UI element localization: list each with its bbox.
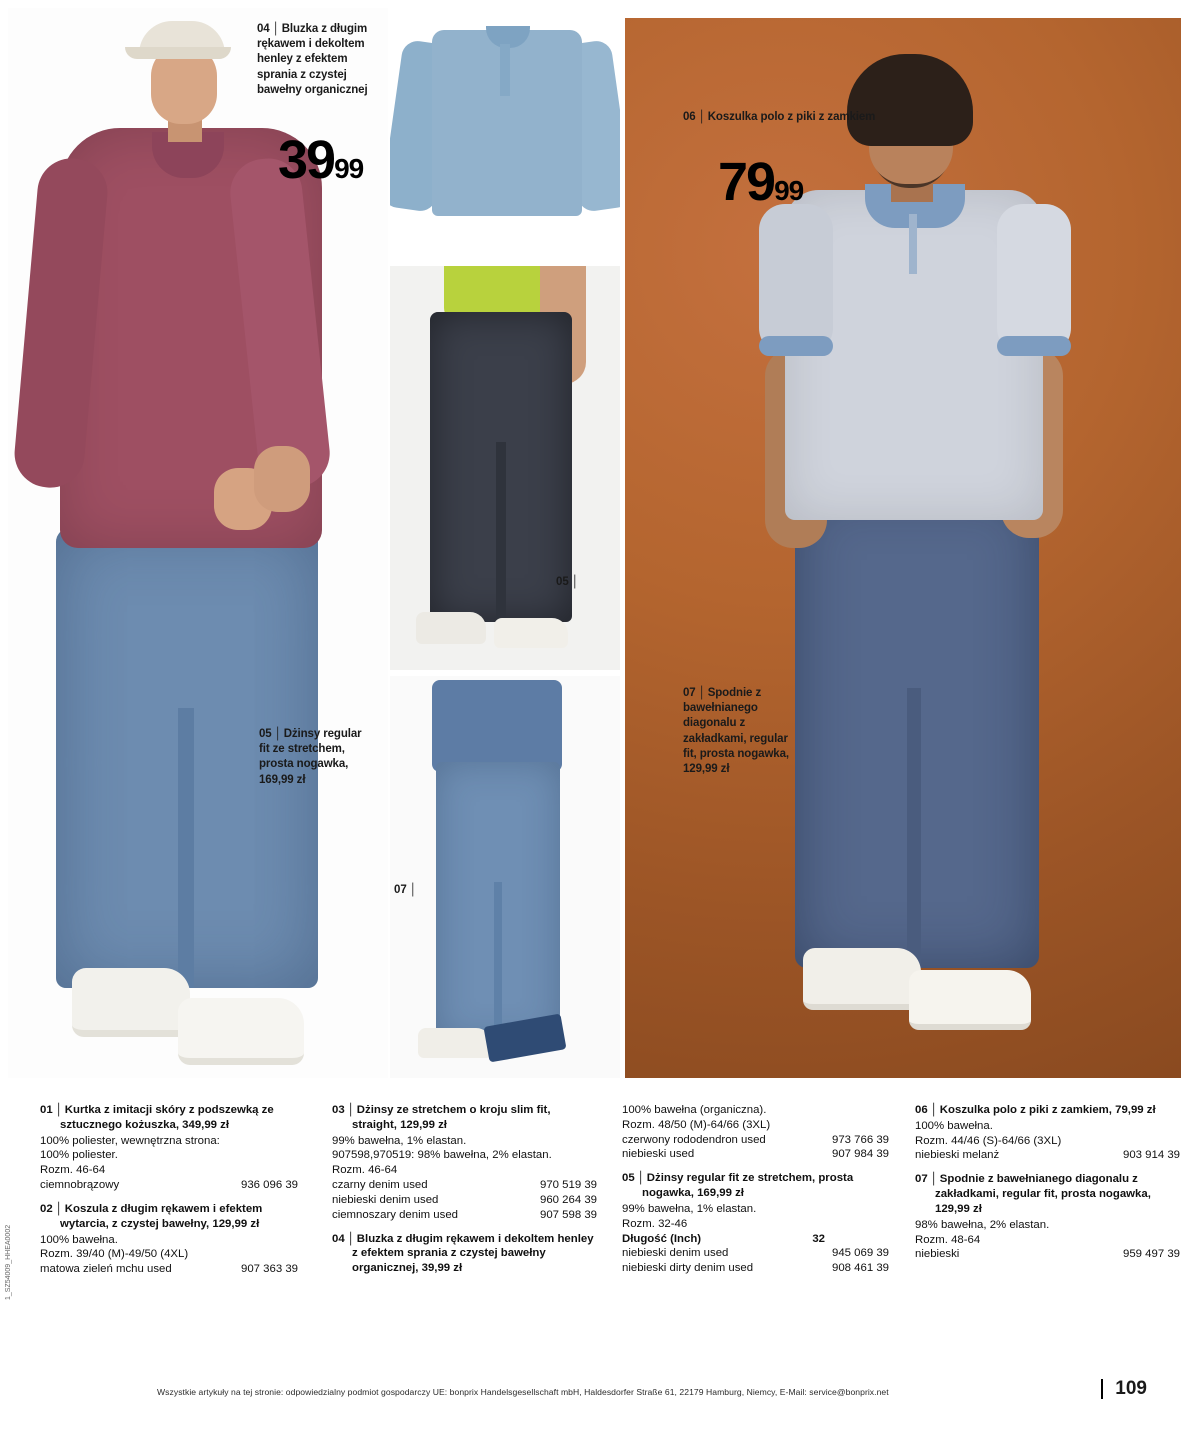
side-code: 1_SZ54009_HHEA0002 (5, 1224, 12, 1300)
photo-tag-05: 05 │ (556, 576, 579, 588)
variant-code: 907 598 39 (539, 1208, 597, 1221)
variant-code: 973 766 39 (831, 1133, 889, 1146)
variant-label: niebieski melanż (915, 1149, 1000, 1162)
article-detail-line: Rozm. 32-46 (622, 1217, 688, 1230)
callout-henley (257, 22, 385, 98)
article-detail-line: 907598,970519: 98% bawełna, 2% elastan. (332, 1149, 552, 1162)
article-detail-line: 100% bawełna. (40, 1233, 118, 1246)
variant-row (915, 1247, 1180, 1262)
article-title (40, 1202, 298, 1232)
article-detail-line: 100% poliester, wewnętrzna strona: (40, 1134, 220, 1147)
photo-tag-07: 07 │ (394, 884, 417, 896)
price-polo-main: 79 (718, 152, 775, 212)
variant-label: niebieski dirty denim used (622, 1262, 754, 1275)
variant-code: 936 096 39 (240, 1179, 298, 1192)
article-index: 05 │ (622, 1172, 647, 1184)
variant-row (332, 1178, 597, 1193)
article-title-text: Koszula z długim rękawem i efektem wytarcia, z czystej bawełny, 129,99 zł (60, 1202, 263, 1230)
variant-row (622, 1133, 889, 1148)
variant-label: niebieski denim used (332, 1193, 439, 1206)
variant-code: 903 914 39 (1122, 1149, 1180, 1162)
article-detail-line: Rozm. 46-64 (332, 1164, 398, 1177)
price-polo-cents: 99 (774, 175, 804, 206)
variant-label: czarny denim used (332, 1179, 428, 1192)
length-value: 32 (812, 1232, 825, 1245)
article-title-text: Kurtka z imitacji skóry z podszewką ze sztucznego kożuszka, 349,99 zł (60, 1104, 274, 1131)
callout-jeans-regular (259, 727, 369, 788)
article-detail-line: 99% bawełna, 1% elastan. (622, 1202, 757, 1215)
article-block (915, 1172, 1180, 1262)
variant-row (622, 1261, 889, 1276)
article-detail-line: 98% bawełna, 2% elastan. (915, 1218, 1050, 1231)
article-detail-line: Rozm. 39/40 (M)-49/50 (4XL) (40, 1248, 189, 1261)
article-block (40, 1103, 298, 1193)
page-number-bar (1101, 1379, 1103, 1399)
callout-chinos (683, 686, 801, 777)
callout-henley-index: 04 │ (257, 23, 282, 35)
article-title (332, 1103, 597, 1133)
article-title (40, 1103, 298, 1133)
article-title-text: Spodnie z bawełnianego diagonalu z zakładkami, regular fit, prosta nogawka, 129,99 zł (935, 1173, 1151, 1215)
variant-row (622, 1246, 889, 1261)
variant-label: matowa zieleń mchu used (40, 1263, 172, 1276)
article-block (622, 1103, 889, 1162)
callout-polo (683, 110, 899, 125)
variant-row (40, 1262, 298, 1277)
variant-row (622, 1147, 889, 1162)
variant-code: 959 497 39 (1122, 1248, 1180, 1261)
article-title-text: Bluzka z długim rękawem i dekoltem henley z efektem sprania z czystej bawełny organicznej, 39,99 zł (352, 1232, 594, 1275)
length-row (622, 1232, 889, 1247)
variant-row (332, 1193, 597, 1208)
variant-row (332, 1208, 597, 1223)
variant-label: niebieski denim used (622, 1247, 729, 1260)
text-column-4 (915, 1103, 1180, 1271)
article-index: 07 │ (915, 1173, 940, 1185)
callout-jeans-regular-text: Dżinsy regular fit ze stretchem, prosta nogawka, 169,99 zł (259, 728, 362, 786)
variant-code: 907 984 39 (831, 1148, 889, 1161)
variant-code: 960 264 39 (539, 1193, 597, 1206)
price-henley (278, 130, 364, 190)
article-detail-line: Rozm. 48/50 (M)-64/66 (3XL) (622, 1118, 771, 1131)
variant-code: 908 461 39 (831, 1262, 889, 1275)
price-henley-cents: 99 (334, 153, 364, 184)
callout-henley-text: Bluzka z długim rękawem i dekoltem henley z efektem sprania z czystej bawełny organicznej (257, 23, 368, 96)
callout-polo-text: Koszulka polo z piki z zamkiem (707, 111, 876, 123)
article-title (915, 1172, 1180, 1216)
article-index: 03 │ (332, 1104, 357, 1116)
variant-label: niebieski (915, 1248, 960, 1261)
page-number: 109 (1115, 1378, 1147, 1399)
legal-footer: Wszystkie artykuły na tej stronie: odpowiedzialny podmiot gospodarczy UE: bonprix Handelsgesellschaft mbH, Haldesdorfer Straße 61, 22179 Hamburg, Niemcy, E-Mail: service@bonprix.net (157, 1387, 889, 1397)
text-column-1 (40, 1103, 298, 1286)
price-henley-main: 39 (278, 130, 335, 190)
variant-label: ciemnobrązowy (40, 1179, 120, 1192)
article-index: 06 │ (915, 1104, 940, 1116)
callout-chinos-index: 07 │ (683, 687, 708, 699)
article-detail-line: Rozm. 48-64 (915, 1233, 981, 1246)
photo-jeans-back (390, 266, 620, 670)
variant-label: ciemnoszary denim used (332, 1208, 458, 1221)
callout-polo-index: 06 │ (683, 111, 708, 123)
article-detail-line: Rozm. 46-64 (40, 1164, 106, 1177)
article-index: 04 │ (332, 1233, 357, 1245)
variant-code: 970 519 39 (539, 1179, 597, 1192)
article-title-text: Dżinsy ze stretchem o kroju slim fit, straight, 129,99 zł (352, 1104, 551, 1131)
article-detail-line: 100% bawełna. (915, 1119, 993, 1132)
photo-polo-model (625, 18, 1181, 1078)
article-title-text: Dżinsy regular fit ze stretchem, prosta nogawka, 169,99 zł (642, 1172, 854, 1200)
price-polo (718, 152, 804, 212)
variant-code: 945 069 39 (831, 1247, 889, 1260)
variant-row (40, 1178, 298, 1193)
article-detail-line: 100% bawełna (organiczna). (622, 1104, 767, 1116)
text-column-2 (332, 1103, 597, 1285)
variant-label: niebieski used (622, 1148, 695, 1161)
variant-code: 907 363 39 (240, 1263, 298, 1276)
length-label: Długość (Inch) (622, 1232, 702, 1245)
article-index: 02 │ (40, 1203, 65, 1215)
article-block (622, 1171, 889, 1276)
article-index: 01 │ (40, 1104, 65, 1116)
text-column-3 (622, 1103, 889, 1285)
callout-chinos-text: Spodnie z bawełnianego diagonalu z zakładkami, regular fit, prosta nogawka, 129,99 zł (683, 687, 789, 775)
article-block (915, 1103, 1180, 1163)
variant-row (915, 1148, 1180, 1163)
article-title (332, 1232, 597, 1276)
photo-chinos (390, 676, 620, 1078)
callout-jeans-regular-index: 05 │ (259, 728, 284, 740)
article-block (40, 1202, 298, 1277)
article-block (332, 1103, 597, 1223)
article-title (915, 1103, 1180, 1118)
article-title-text: Koszulka polo z piki z zamkiem, 79,99 zł (939, 1104, 1156, 1116)
article-detail-line: Rozm. 44/46 (S)-64/66 (3XL) (915, 1134, 1062, 1147)
photo-henley-flat (390, 8, 620, 264)
article-detail-line: 99% bawełna, 1% elastan. (332, 1134, 467, 1147)
article-block (332, 1232, 597, 1276)
article-detail-line: 100% poliester. (40, 1149, 118, 1162)
article-title (622, 1171, 889, 1201)
variant-label: czerwony rododendron used (622, 1133, 766, 1146)
